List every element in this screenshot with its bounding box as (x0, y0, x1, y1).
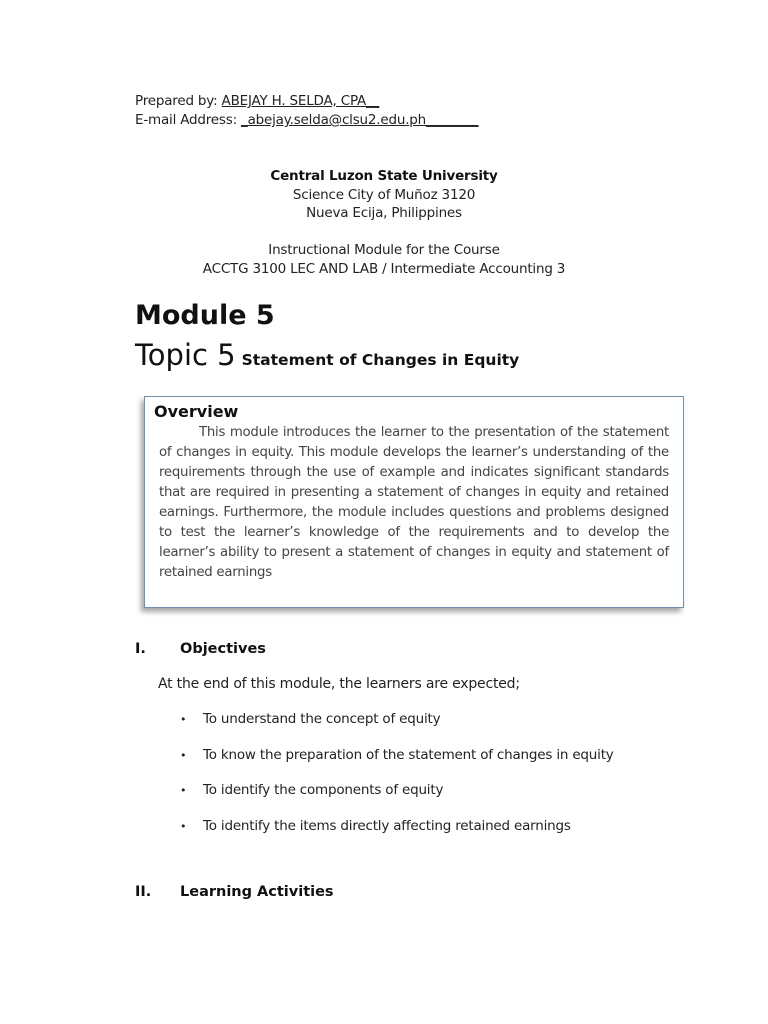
course-line1: Instructional Module for the Course (268, 242, 500, 258)
email-label: E-mail Address: (135, 112, 242, 128)
email-line (135, 112, 478, 128)
prepared-by-name: ABEJAY H. SELDA, CPA__ (221, 93, 380, 109)
list-item-text: To identify the components of equity (203, 782, 444, 798)
list-item (180, 747, 614, 763)
overview-body (159, 423, 669, 583)
overview-text: This module introduces the learner to the presentation of the statement of changes in equity. This module develops the learner’s understanding of the requirements through the use of example and indicates significant standards that are required in presenting a statement of changes in equity and retained earnings. Furthermore, the module includes questions and problems designed to test the learner’s knowledge of the requirements and to develop the learner’s ability to present a statement of changes in equity and statement of retained earnings (159, 425, 669, 580)
prepared-by-label: Prepared by: (135, 93, 222, 109)
list-item-text: To know the preparation of the statement of changes in equity (203, 747, 614, 763)
list-item-text: To understand the concept of equity (203, 711, 441, 727)
section-numeral: II. (135, 884, 152, 900)
section-objectives-heading (135, 641, 266, 657)
email-value: _abejay.selda@clsu2.edu.ph________ (241, 112, 479, 128)
bullet-icon: • (180, 784, 187, 797)
topic-number: Topic 5 (135, 338, 236, 372)
bullet-icon: • (180, 820, 187, 833)
section-learning-activities-heading (135, 884, 334, 900)
section-title: Learning Activities (180, 884, 334, 900)
university-address-line1: Science City of Muñoz 3120 (292, 187, 476, 203)
course-line2: ACCTG 3100 LEC AND LAB / Intermediate Accounting 3 (202, 261, 566, 277)
bullet-icon: • (180, 713, 187, 726)
topic-title: Statement of Changes in Equity (241, 351, 520, 369)
section-numeral: I. (135, 641, 146, 657)
module-title: Module 5 (135, 300, 275, 331)
topic-heading (135, 338, 519, 372)
objectives-lead: At the end of this module, the learners are expected; (158, 676, 520, 692)
overview-title: Overview (154, 402, 239, 421)
list-item-text: To identify the items directly affecting retained earnings (203, 818, 571, 834)
list-item (180, 818, 571, 834)
section-title: Objectives (180, 641, 266, 657)
list-item (180, 711, 440, 727)
prepared-by-line (135, 93, 379, 109)
university-name: Central Luzon State University (270, 168, 498, 184)
bullet-icon: • (180, 749, 187, 762)
list-item (180, 782, 443, 798)
university-address-line2: Nueva Ecija, Philippines (306, 205, 462, 221)
